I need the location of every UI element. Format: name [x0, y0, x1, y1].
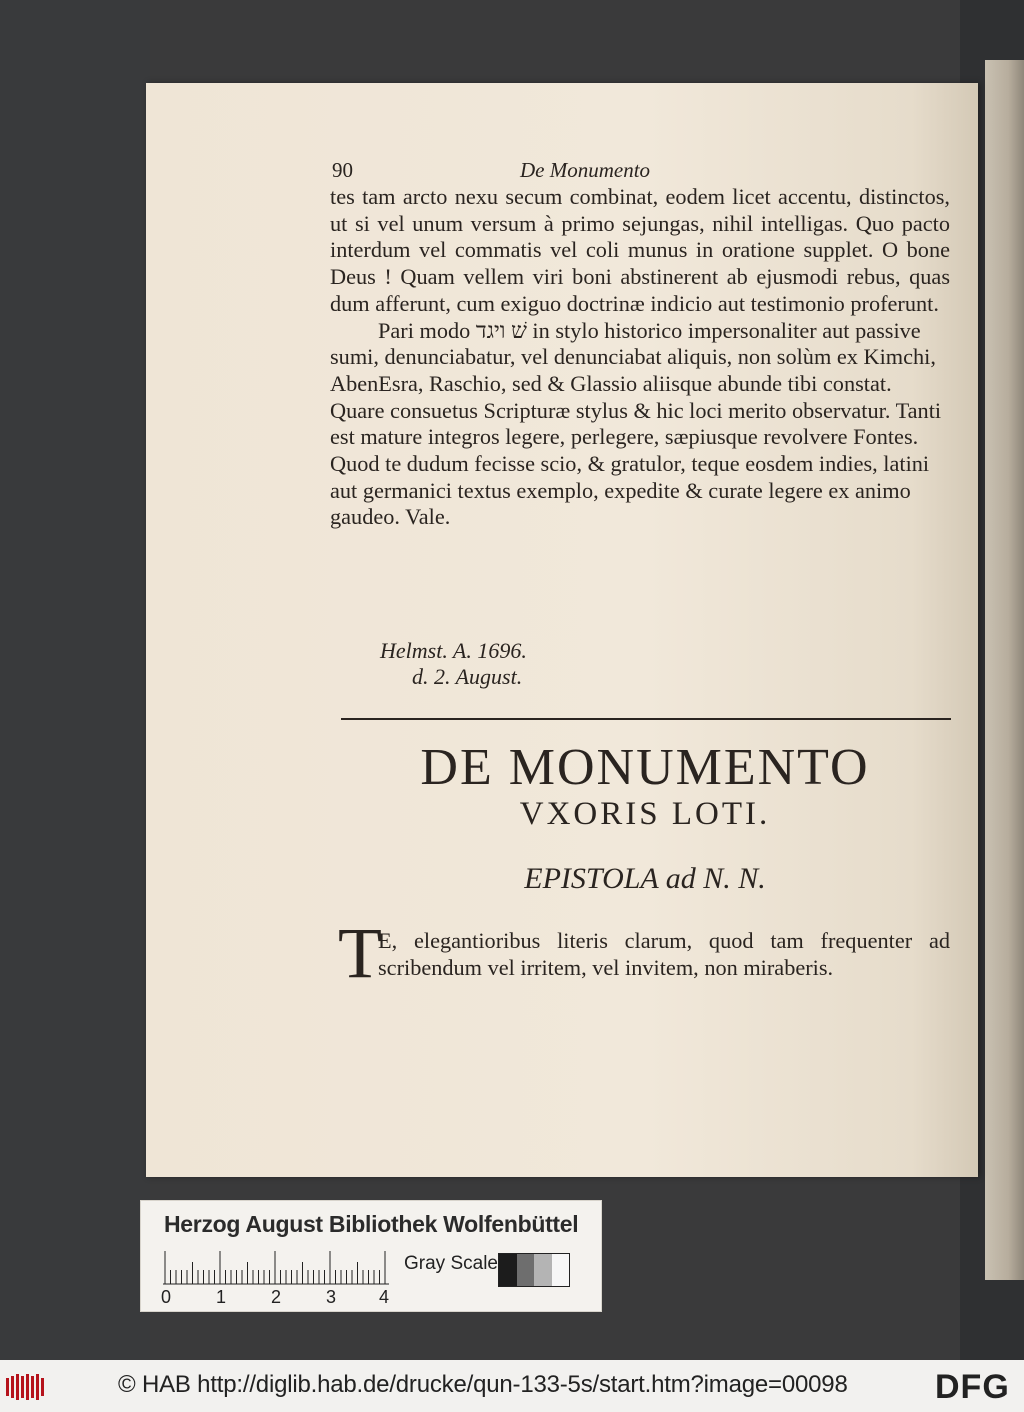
- signature-date: d. 2. August.: [412, 664, 523, 689]
- gray-scale-swatch: [498, 1253, 570, 1287]
- next-page-edge: [985, 60, 1024, 1280]
- ruler-number: 3: [326, 1287, 337, 1307]
- scan-background-left: [0, 0, 150, 1360]
- hab-logo-icon: [6, 1374, 46, 1400]
- section-rule: [341, 718, 951, 720]
- dfg-logo: DFG: [935, 1368, 1010, 1406]
- ruler-number: 1: [216, 1287, 227, 1307]
- epistola-heading: EPISTOLA ad N. N.: [524, 862, 766, 895]
- drop-cap: T: [338, 913, 382, 993]
- ruler-number: 2: [271, 1287, 282, 1307]
- page-number: 90: [332, 158, 353, 182]
- section-heading: DE MONUMENTO: [420, 739, 870, 796]
- paragraph-2: Pari modo שׁ ויגד in stylo historico impersonaliter aut passive sumi, denunciabatur, vel denunciabat aliquis, non solùm ex Kimchi, AbenEsra, Raschio, sed & Glassio aliisque abunde tibi constat. Quare consuetus Scripturæ stylus & hic loci merito observatur. Tanti est mature integros legere, perlegere, sæpiusque revolvere Fontes. Quod te dudum fecisse scio, & gratulor, teque eosdem indies, latini aut germanici textus exemplo, expedite & curate legere ex animo gaudeo. Vale.: [330, 317, 942, 530]
- library-name: Herzog August Bibliothek Wolfenbüttel: [164, 1211, 579, 1237]
- ruler-number: 0: [161, 1287, 172, 1307]
- library-scale-card: [140, 1200, 602, 1312]
- body-text: [330, 184, 950, 531]
- footer-bar: [0, 1360, 1024, 1412]
- gray-scale-label: Gray Scale: [404, 1253, 498, 1274]
- running-title: De Monumento: [520, 158, 651, 182]
- signature-place: Helmst. A. 1696.: [380, 638, 527, 663]
- letter-text: E, elegantioribus literis clarum, quod tam frequenter ad scribendum vel irritem, vel invitem, non miraberis.: [378, 928, 950, 980]
- ruler-number: 4: [379, 1287, 390, 1307]
- paragraph-1: tes tam arcto nexu secum combinat, eodem licet accentu, distinctos, ut si vel unum versum à primo sejungas, nihil intelligas. Quo pacto interdum vel commatis vel coli munus in oratione supplet. O bone Deus ! Quam vellem viri boni abstinerent ab ejusmodi rebus, quas dum afferunt, cum exiguo doctrinæ indicio aut testimonio proferunt.: [330, 184, 950, 316]
- section-subheading: VXORIS LOTI.: [519, 796, 771, 832]
- copyright-link[interactable]: © HAB http://diglib.hab.de/drucke/qun-133-5s/start.htm?image=00098: [118, 1371, 848, 1398]
- ruler-icon: [163, 1251, 389, 1285]
